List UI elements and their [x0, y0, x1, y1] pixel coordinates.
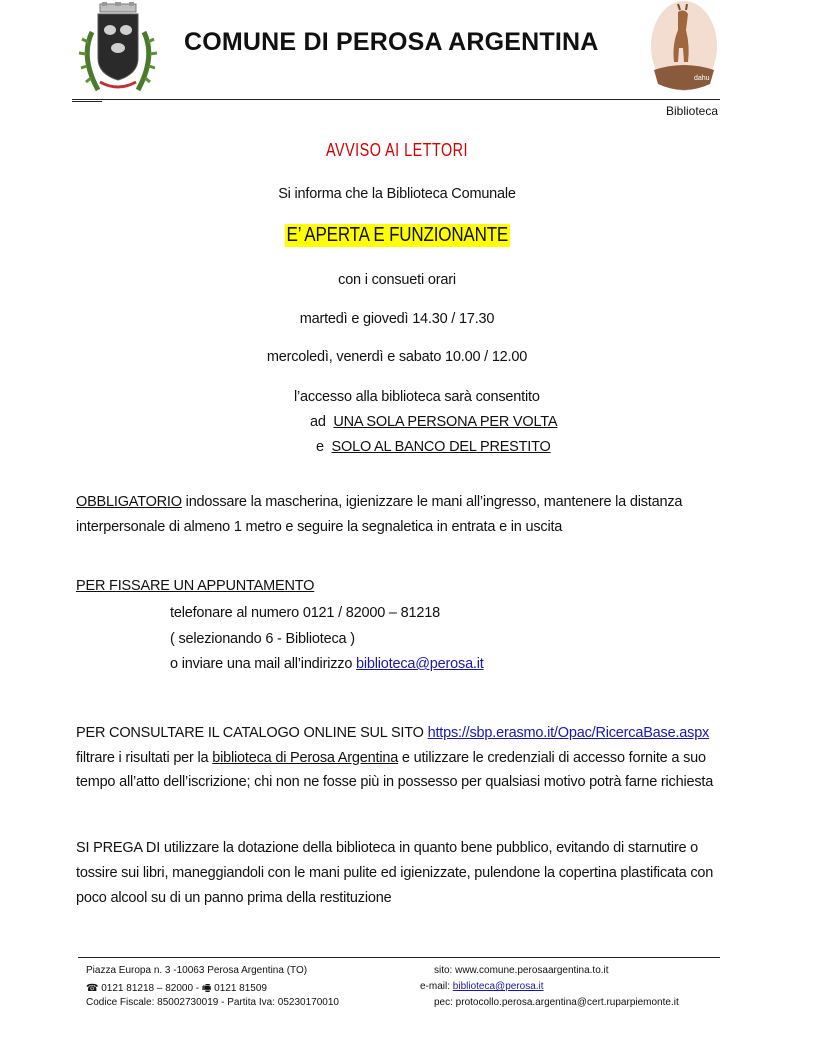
access-prefix: e — [316, 439, 332, 455]
catalog-prefix: PER CONSULTARE IL CATALOGO ONLINE SUL SITO — [76, 725, 428, 741]
hours-intro: con i consueti orari — [338, 272, 456, 288]
access-emphasis: UNA SOLA PERSONA PER VOLTA — [333, 414, 558, 430]
catalog-paragraph — [76, 721, 726, 795]
access-rule-one-person — [310, 414, 557, 430]
header-divider-accent — [72, 101, 102, 102]
open-status-highlight: E’ APERTA E FUNZIONANTE — [286, 224, 508, 246]
footer-email-label: e-mail: — [420, 981, 453, 992]
municipal-crest-logo — [78, 2, 158, 98]
footer-site: sito: www.comune.perosaargentina.to.it — [434, 965, 609, 976]
footer-phone: 0121 81218 – 82000 - — [101, 983, 200, 994]
appointment-email-prefix: o inviare una mail all’indirizzo — [170, 656, 357, 672]
appointment-email-link[interactable]: biblioteca@perosa.it — [356, 656, 484, 672]
catalog-text: filtrare i risultati per la — [76, 725, 713, 766]
fax-icon: 🖷 — [201, 983, 212, 994]
catalog-text: e utilizzare le credenziali di accesso fornite a suo tempo all’atto dell’iscrizione; chi non ne fosse più in possesso per qualsiasi motivo potrà farne richiesta — [76, 749, 714, 790]
mandatory-text: indossare la mascherina, igienizzare le mani all’ingresso, mantenere la distanza interpersonale di almeno 1 metro e seguire la segnaletica in entrata e in uscita — [76, 494, 683, 535]
open-status-wrapper — [0, 224, 794, 247]
catalog-library: biblioteca di Perosa Argentina — [212, 749, 399, 766]
telephone-icon: ☎ — [86, 983, 99, 994]
footer-address: Piazza Europa n. 3 -10063 Perosa Argentina (TO) — [86, 965, 308, 976]
appointment-email-line — [170, 656, 484, 672]
notice-heading: AVVISO AI LETTORI — [325, 140, 469, 160]
footer-fax: 0121 81509 — [214, 983, 267, 994]
access-rule-counter — [316, 439, 551, 455]
hours-line: martedì e giovedì 14.30 / 17.30 — [299, 311, 495, 327]
footer-divider — [78, 957, 720, 958]
library-badge-logo — [650, 0, 718, 92]
footer-fiscal: Codice Fiscale: 85002730019 - Partita Iva: 05230170010 — [86, 997, 339, 1008]
badge-text: dahu — [694, 75, 710, 82]
footer-email-line — [420, 981, 544, 992]
mandatory-paragraph — [76, 490, 726, 540]
footer-email-link[interactable]: biblioteca@perosa.it — [452, 981, 544, 992]
catalog-url-link[interactable]: https://sbp.erasmo.it/Opac/RicercaBase.aspx — [427, 725, 710, 741]
appointment-selection: ( selezionando 6 - Biblioteca ) — [170, 631, 355, 647]
access-prefix: ad — [310, 414, 334, 430]
municipality-title: COMUNE DI PEROSA ARGENTINA — [184, 28, 599, 56]
header-divider — [72, 99, 720, 100]
notice-intro: Si informa che la Biblioteca Comunale — [278, 186, 516, 202]
footer-phone-line — [86, 981, 267, 998]
footer-pec: pec: protocollo.perosa.argentina@cert.ruparpiemonte.it — [434, 997, 679, 1008]
access-intro: l’accesso alla biblioteca sarà consentito — [294, 389, 540, 405]
mandatory-label: OBBLIGATORIO — [76, 494, 182, 510]
access-emphasis: SOLO AL BANCO DEL PRESTITO — [331, 439, 551, 455]
appointment-title: PER FISSARE UN APPUNTAMENTO — [76, 578, 315, 594]
office-label: Biblioteca — [665, 104, 718, 118]
appointment-phone: telefonare al numero 0121 / 82000 – 81218 — [170, 605, 440, 621]
hours-line: mercoledì, venerdì e sabato 10.00 / 12.00 — [266, 349, 528, 365]
please-paragraph: SI PREGA DI utilizzare la dotazione della biblioteca in quanto bene pubblico, evitando di starnutire o tossire sui libri, maneggiandoli con le mani pulite ed igienizzate, pulendone la copertina plastificata con poco alcool su di un panno prima della restituzione — [76, 840, 714, 906]
